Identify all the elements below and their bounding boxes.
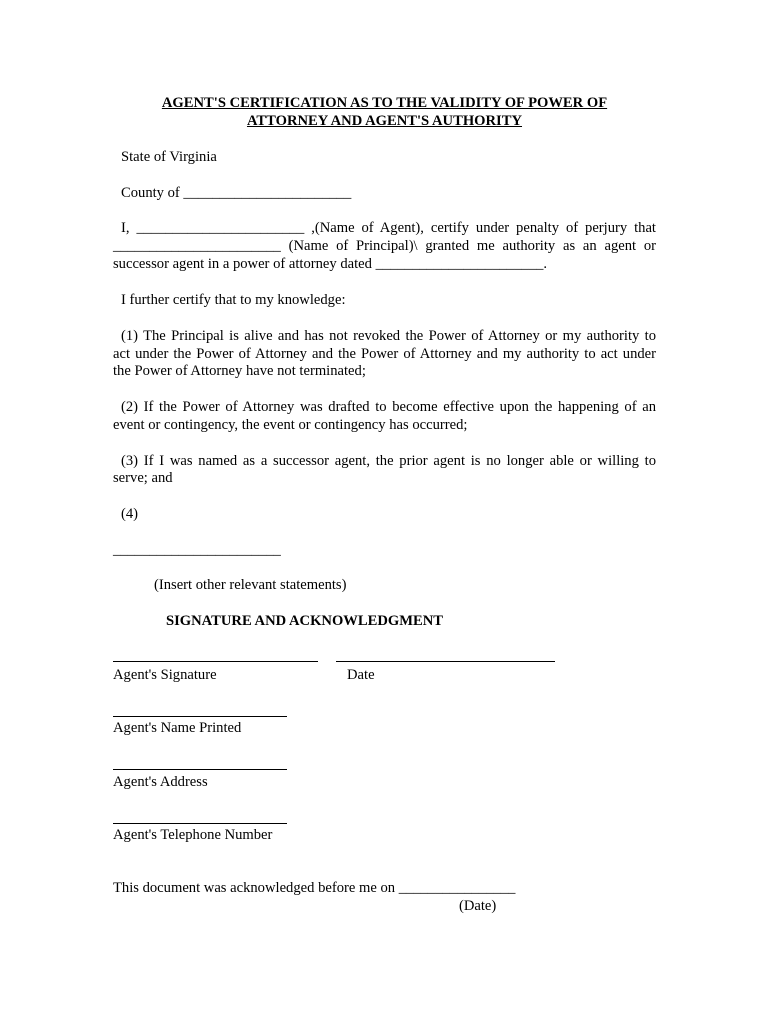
agent-name-label: Agent's Name Printed — [113, 720, 242, 736]
acknowledgment-date-label: (Date) — [459, 898, 497, 914]
county-line: County of _______________________ — [121, 185, 352, 201]
date-signature-line — [336, 661, 555, 662]
certification-line-1: I, _______________________ ,(Name of Agent), certify under penalty of perjury that — [121, 220, 656, 236]
document-title-line-1: AGENT'S CERTIFICATION AS TO THE VALIDITY OF POWER OF — [161, 95, 608, 111]
item-3-line-2: serve; and — [113, 470, 173, 486]
date-label: Date — [347, 667, 375, 683]
item-4-blank: _______________________ — [113, 542, 281, 558]
item-1-line-1: (1) The Principal is alive and has not revoked the Power of Attorney or my authority to — [121, 328, 656, 344]
item-2-line-1: (2) If the Power of Attorney was drafted to become effective upon the happening of an — [121, 399, 656, 415]
item-1-line-2: act under the Power of Attorney and the Power of Attorney and my authority to act under — [113, 346, 656, 362]
acknowledgment-line: This document was acknowledged before me on ________________ — [113, 880, 516, 896]
item-4-label: (4) — [121, 506, 139, 522]
agent-address-line — [113, 769, 287, 770]
insert-other-statements: (Insert other relevant statements) — [154, 577, 347, 593]
certification-line-2: _______________________ (Name of Principal)\ granted me authority as an agent or — [113, 238, 656, 254]
agent-phone-label: Agent's Telephone Number — [113, 827, 273, 843]
item-3-line-1: (3) If I was named as a successor agent, the prior agent is no longer able or willing to — [121, 453, 656, 469]
signature-heading: SIGNATURE AND ACKNOWLEDGMENT — [166, 613, 444, 629]
item-1-line-3: the Power of Attorney have not terminated; — [113, 363, 366, 379]
further-certify-line: I further certify that to my knowledge: — [121, 292, 346, 308]
document-title-line-2: ATTORNEY AND AGENT'S AUTHORITY — [246, 113, 523, 129]
certification-line-3: successor agent in a power of attorney dated _______________________. — [113, 256, 548, 272]
agent-signature-label: Agent's Signature — [113, 667, 217, 683]
agent-signature-line — [113, 661, 318, 662]
state-line: State of Virginia — [121, 149, 217, 165]
agent-name-line — [113, 716, 287, 717]
agent-address-label: Agent's Address — [113, 774, 208, 790]
agent-phone-line — [113, 823, 287, 824]
item-2-line-2: event or contingency, the event or contingency has occurred; — [113, 417, 468, 433]
